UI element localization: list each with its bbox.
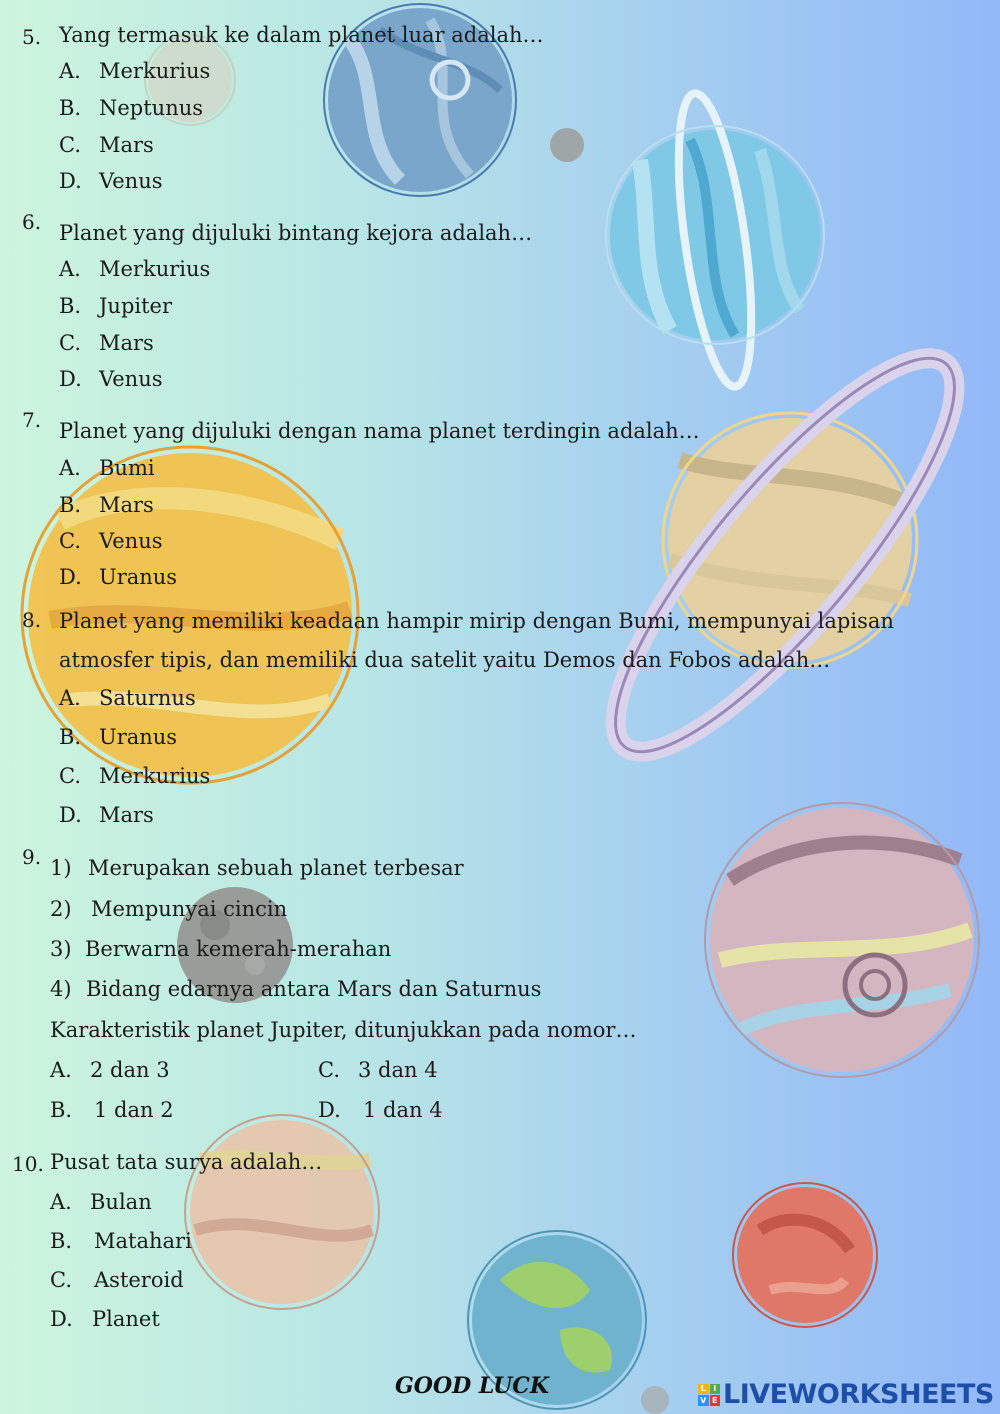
question-6-option-d[interactable]: D. Venus bbox=[59, 367, 163, 391]
question-9-option-a[interactable]: A. 2 dan 3 bbox=[50, 1058, 170, 1082]
question-8-text-line-1: Planet yang memiliki keadaan hampir mirip dengan Bumi, mempunyai lapisan bbox=[59, 609, 894, 633]
mars-planet-icon bbox=[733, 1183, 877, 1327]
question-7-option-b[interactable]: B. Mars bbox=[59, 493, 154, 517]
question-5-option-d[interactable]: D. Venus bbox=[59, 169, 163, 193]
question-5-number: 5. bbox=[22, 25, 42, 49]
question-10-option-d[interactable]: D. Planet bbox=[50, 1307, 160, 1331]
question-10-text: Pusat tata surya adalah… bbox=[50, 1150, 323, 1174]
question-9-statement-2: 2) Mempunyai cincin bbox=[50, 897, 288, 921]
good-luck-text: GOOD LUCK bbox=[395, 1373, 549, 1399]
question-10-number: 10. bbox=[12, 1152, 44, 1176]
question-10-option-a[interactable]: A. Bulan bbox=[50, 1190, 152, 1214]
question-7-option-a[interactable]: A. Bumi bbox=[59, 456, 155, 480]
question-6-text: Planet yang dijuluki bintang kejora adalah… bbox=[59, 221, 533, 245]
saturn-planet-icon bbox=[571, 318, 1000, 791]
question-8-number: 8. bbox=[22, 608, 42, 632]
question-6-number: 6. bbox=[22, 210, 42, 234]
question-9-number: 9. bbox=[22, 845, 42, 869]
question-9-text: Karakteristik planet Jupiter, ditunjukkan pada nomor… bbox=[50, 1018, 637, 1042]
question-7-text: Planet yang dijuluki dengan nama planet terdingin adalah… bbox=[59, 419, 700, 443]
question-5-option-b[interactable]: B. Neptunus bbox=[59, 96, 204, 120]
liveworksheets-brand[interactable] bbox=[698, 1379, 994, 1410]
question-7-option-d[interactable]: D. Uranus bbox=[59, 565, 178, 589]
liveworksheets-logo-icon: L I V E bbox=[698, 1384, 720, 1406]
peach-planet-icon bbox=[185, 1115, 379, 1309]
question-8-option-d[interactable]: D. Mars bbox=[59, 803, 154, 827]
question-10-option-b[interactable]: B. Matahari bbox=[50, 1229, 192, 1253]
question-5-text: Yang termasuk ke dalam planet luar adalah… bbox=[59, 23, 544, 47]
question-6-option-c[interactable]: C. Mars bbox=[59, 331, 154, 355]
question-9-statement-1: 1) Merupakan sebuah planet terbesar bbox=[50, 856, 464, 880]
question-8-text-line-2: atmosfer tipis, dan memiliki dua satelit yaitu Demos dan Fobos adalah… bbox=[59, 648, 831, 672]
question-9-option-d[interactable]: D. 1 dan 4 bbox=[318, 1098, 443, 1122]
question-8-option-b[interactable]: B. Uranus bbox=[59, 725, 178, 749]
question-9-option-c[interactable]: C. 3 dan 4 bbox=[318, 1058, 438, 1082]
question-10-option-c[interactable]: C. Asteroid bbox=[50, 1268, 184, 1292]
question-5-option-c[interactable]: C. Mars bbox=[59, 133, 154, 157]
question-7-number: 7. bbox=[22, 408, 42, 432]
question-6-option-a[interactable]: A. Merkurius bbox=[59, 257, 211, 281]
uranus-planet-icon bbox=[606, 89, 824, 390]
question-6-option-b[interactable]: B. Jupiter bbox=[59, 294, 173, 318]
jupiter-planet-icon bbox=[705, 803, 979, 1077]
question-7-option-c[interactable]: C. Venus bbox=[59, 529, 163, 553]
question-9-statement-3: 3) Berwarna kemerah-merahan bbox=[50, 937, 392, 961]
question-8-option-c[interactable]: C. Merkurius bbox=[59, 764, 211, 788]
question-9-option-b[interactable]: B. 1 dan 2 bbox=[50, 1098, 174, 1122]
question-8-option-a[interactable]: A. Saturnus bbox=[59, 686, 196, 710]
brand-name: LIVEWORKSHEETS bbox=[723, 1379, 994, 1410]
question-5-option-a[interactable]: A. Merkurius bbox=[59, 59, 211, 83]
question-9-statement-4: 4) Bidang edarnya antara Mars dan Saturnus bbox=[50, 977, 542, 1001]
